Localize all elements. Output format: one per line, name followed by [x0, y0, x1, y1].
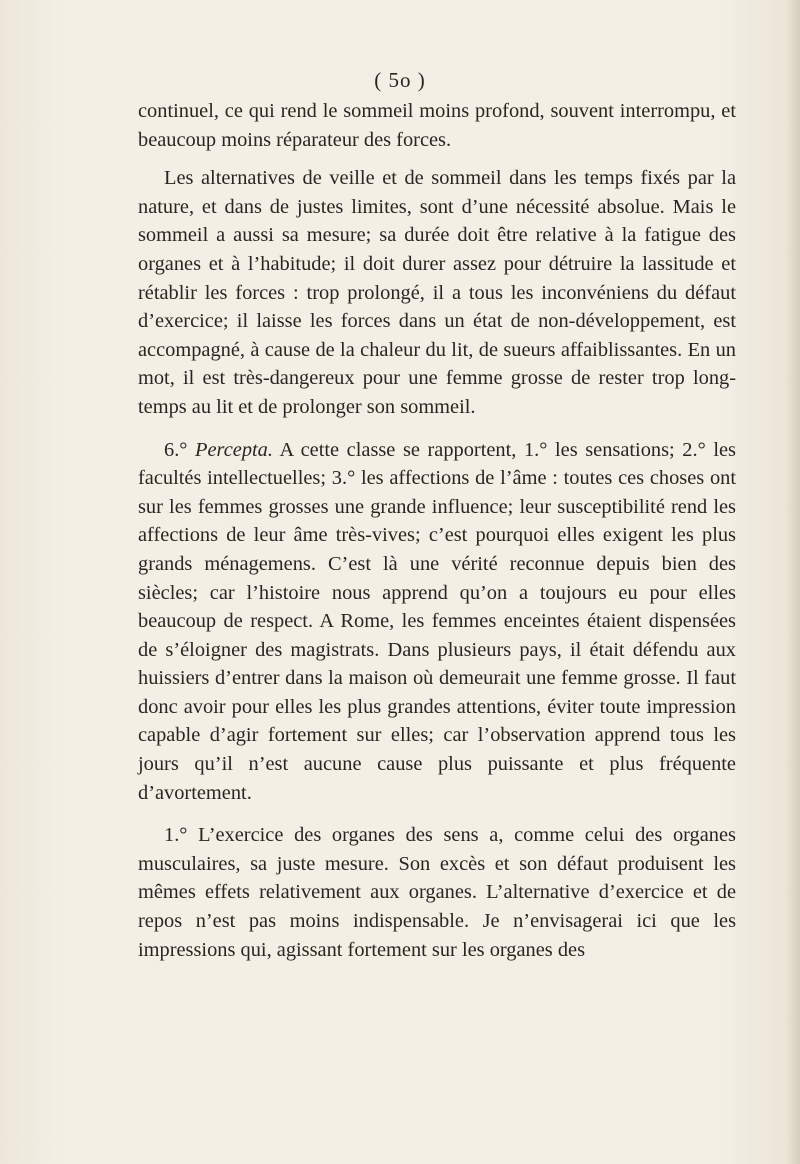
paragraph-continuation: continuel, ce qui rend le sommeil moins profond, souvent interrompu, et beaucoup moins réparateur des forces.: [138, 100, 736, 151]
page-number: ( 5o ): [374, 68, 426, 92]
paragraph-percepta: [138, 436, 736, 808]
section-text: A cette classe se rapportent, 1.° les sensations; 2.° les facultés intellectuelles; 3.° les affections de l’âme : toutes ces choses ont sur les femmes grosses une grande influence; leur susceptibilité rend les affections de leur âme très-vives; c’est pourquoi elles exigent les plus grands ménagemens. C’est là une vérité reconnue depuis bien des siècles; car l’histoire nous apprend qu’on a toujours eu pour elles beaucoup de respect. A Rome, les femmes enceintes étaient dispensées de s’éloigner des magistrats. Dans plusieurs pays, il était défendu aux huissiers d’entrer dans la maison où demeurait une femme grosse. Il faut donc avoir pour elles les plus grandes attentions, éviter toute impression capable d’agir fortement sur elles; car l’observation apprend tous les jours qu’il n’est aucune cause plus puissante et plus fréquente d’avortement.: [138, 438, 736, 804]
section-title: Percepta.: [195, 438, 273, 461]
paragraph-senses: 1.° L’exercice des organes des sens a, comme celui des organes musculaires, sa juste mesure. Son excès et son défaut produisent les mêmes effets relativement aux organes. L’alternative d’exercice et de repos n’est pas moins indispensable. Je n’envisagerai ici que les impressions qui, agissant fortement sur les organes des: [138, 824, 736, 961]
section-number: 6.°: [164, 438, 188, 461]
paragraph-sleep: Les alternatives de veille et de sommeil dans les temps fixés par la nature, et dans de justes limites, sont d’une nécessité absolue. Mais le sommeil a aussi sa mesure; sa durée doit être relative à la fatigue des organes et à l’habitude; il doit durer assez pour détruire la lassitude et rétablir les forces : trop prolongé, il a tous les inconvéniens du défaut d’exercice; il laisse les forces dans un état de non-développement, est accompagné, à cause de la chaleur du lit, de sueurs affaiblissantes. En un mot, il est très-dangereux pour une femme grosse de rester trop long-temps au lit et de prolonger son sommeil.: [138, 167, 736, 418]
page-edge-shadow: [786, 0, 800, 1164]
body-text: [138, 97, 736, 964]
